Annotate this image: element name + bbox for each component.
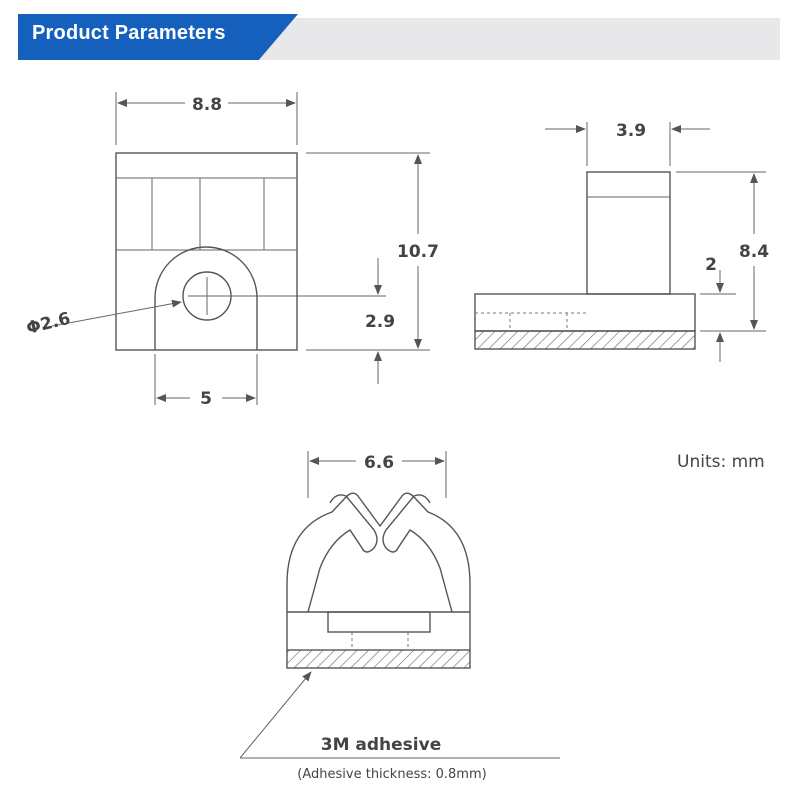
side-view [475,121,769,362]
units-label: Units: mm [677,452,765,472]
front-view [24,92,439,409]
dim-boss-width: 5 [200,389,212,409]
dim-hole-diameter: Φ2.6 [24,308,73,339]
clip-outer-shell [287,493,470,650]
side-post-outline [587,172,670,294]
dim-front-height: 10.7 [397,242,439,262]
adhesive-label: 3M adhesive [320,735,442,755]
clip-right-arm [383,495,452,612]
clip-left-arm [308,495,377,612]
dim-clip-width: 6.6 [363,453,395,473]
dim-front-width: 8.8 [191,95,223,115]
clip-neck [328,612,430,632]
clip-view [287,451,470,668]
dim-side-height: 8.4 [738,242,770,262]
page-title: Product Parameters [32,22,226,44]
side-adhesive-layer [475,331,695,349]
adhesive-thickness-note: (Adhesive thickness: 0.8mm) [297,767,487,782]
dim-side-width: 3.9 [615,121,647,141]
clip-adhesive-layer [287,650,470,668]
front-boss-outline [155,247,257,350]
dim-base-thickness: 2 [705,255,717,275]
adhesive-callout [240,672,560,782]
dim-hole-center-height: 2.9 [364,312,396,332]
